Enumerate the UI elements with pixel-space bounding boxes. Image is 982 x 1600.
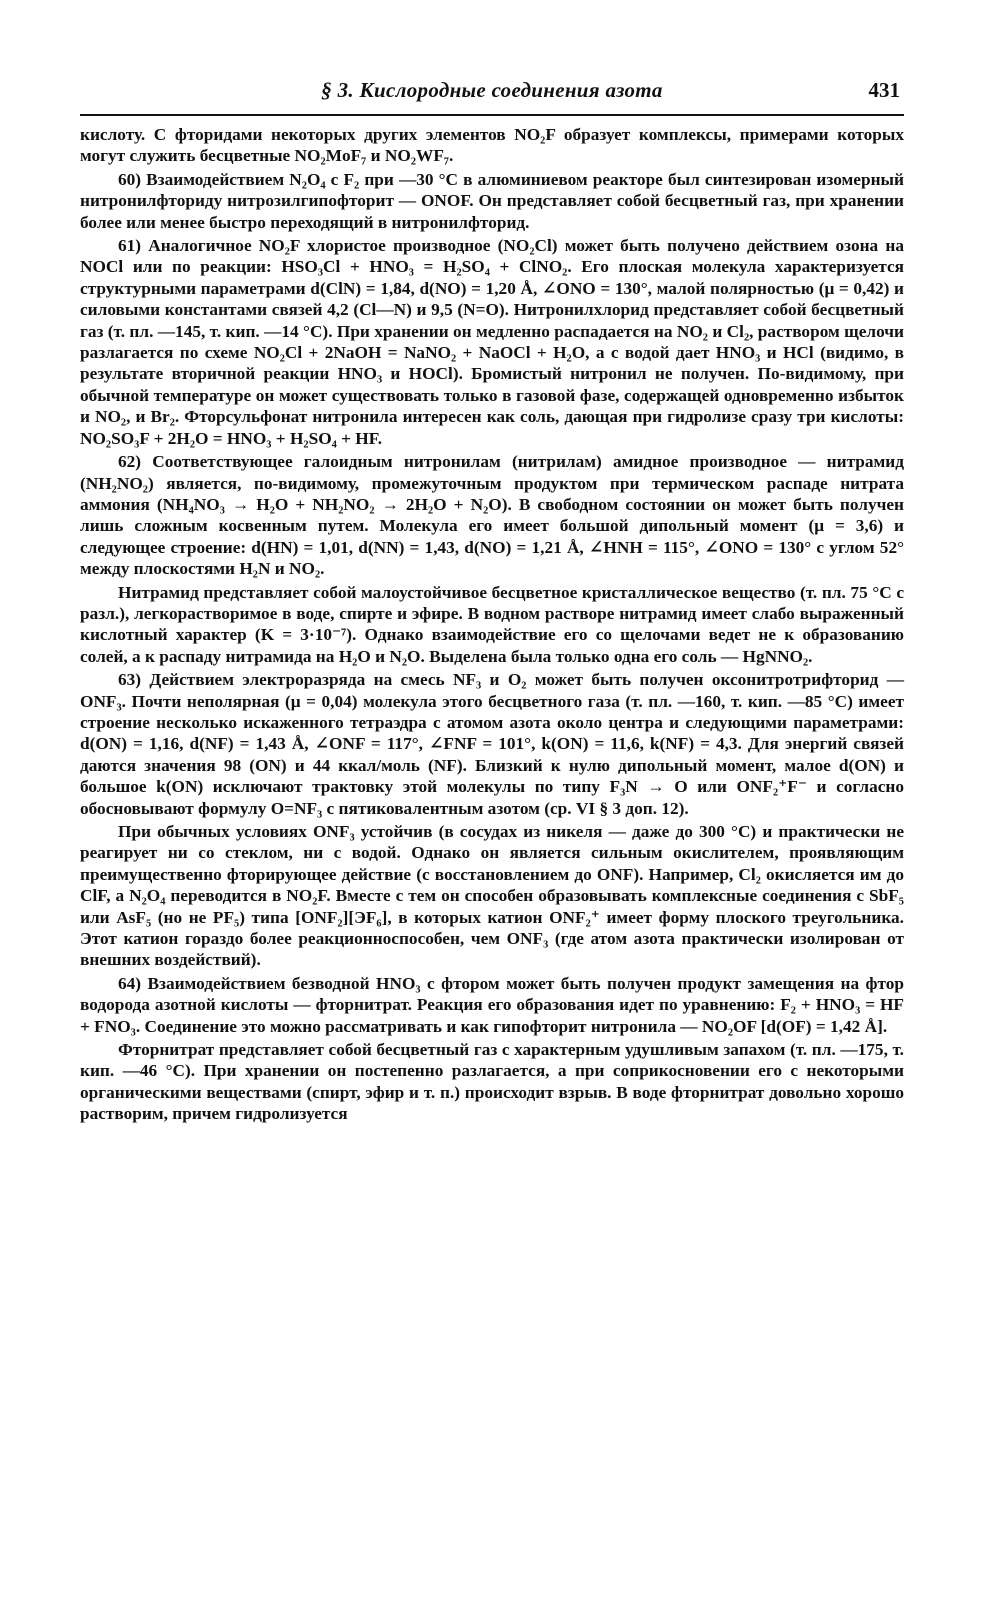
paragraph-note-63: 63) Действием электроразряда на смесь NF₃ и O₂ может быть получен оксонитротрифторид — ONF₃. Почти неполярная (μ = 0,04) молекула этого бесцветного газа (т. пл. —160, т. кип. —85 °С) имеет строение несколько искаженного тетраэдра с атомом азота около центра и следующими параметрами: d(ON) = 1,16, d(NF) = 1,43 Å, ∠ONF = 117°, ∠FNF = 101°, k(ON) = 11,6, k(NF) = 4,3. Для энергий связей даются значения 98 (ON) и 44 ккал/моль (NF). Близкий к нулю дипольный момент, малое d(ON) и большое k(ON) исключают трактовку этой молекулы по типу F₃N → O или ONF₂⁺F⁻ и согласно обосновывают формулу O=NF₃ с пятиковалентным азотом (ср. VI § 3 доп. 12). xyxy=(80,670,904,818)
paragraph-nitramide: Нитрамид представляет собой малоустойчивое бесцветное кристаллическое вещество (т. пл. 75 °С с разл.), легкорастворимое в воде, спирте и эфире. В водном растворе нитрамид имеет слабо выраженный кислотный характер (K = 3·10⁻⁷). Однако взаимодействие его со щелочами ведет не к образованию солей, а к распаду нитрамида на H₂O и N₂O. Выделена была только одна его соль — HgNNO₂. xyxy=(80,582,904,666)
paragraph-note-61: 61) Аналогичное NO₂F хлористое производное (NO₂Cl) может быть получено действием озона на NOCl или по реакции: HSO₃Cl + HNO₃ = H₂SO₄ + ClNO₂. Его плоская молекула характеризуется структурными параметрами d(ClN) = 1,84, d(NO) = 1,20 Å, ∠ONO = 130°, малой полярностью (μ = 0,42) и силовыми константами связей 4,2 (Cl—N) и 9,5 (N=O). Нитронилхлорид представляет собой бесцветный газ (т. пл. —145, т. кип. —14 °С). При хранении он медленно распадается на NO₂ и Cl₂, раствором щелочи разлагается по схеме NO₂Cl + 2NaOH = NaNO₂ + NaOCl + H₂O, а с водой дает HNO₃ и HCl (видимо, в результате вторичной реакции HNO₃ и HOCl). Бромистый нитронил не получен. По-видимому, при обычной температуре он может существовать только в газовой фазе, содержащей одновременно избыток и NO₂, и Br₂. Фторсульфонат нитронила интересен как соль, дающая при гидролизе сразу три кислоты: NO₂SO₃F + 2H₂O = HNO₃ + H₂SO₄ + HF. xyxy=(80,236,904,448)
paragraph-note-64: 64) Взаимодействием безводной HNO₃ с фтором может быть получен продукт замещения на фтор водорода азотной кислоты — фторнитрат. Реакция его образования идет по уравнению: F₂ + HNO₃ = HF + FNO₃. Соединение это можно рассматривать и как гипофторит нитронила — NO₂OF [d(OF) = 1,42 Å]. xyxy=(80,973,904,1036)
page-body xyxy=(80,124,904,1127)
running-title: § 3. Кислородные соединения азота xyxy=(321,78,663,102)
page-header xyxy=(80,74,904,114)
paragraph-fluorine-nitrate: Фторнитрат представляет собой бесцветный газ с характерным удушливым запахом (т. пл. —175, т. кип. —46 °С). При хранении он постепенно разлагается, а при соприкосновении его с некоторыми органическими веществами (спирт, эфир и т. п.) происходит взрыв. В воде фторнитрат довольно хорошо растворим, причем гидролизуется xyxy=(80,1040,904,1124)
paragraph-onf3-properties: При обычных условиях ONF₃ устойчив (в сосудах из никеля — даже до 300 °С) и практически не реагирует ни со стеклом, ни с водой. Однако он является сильным окислителем, проявляющим преимущественно фторирующее действие (с восстановлением до ONF). Например, Cl₂ окисляется им до ClF, а N₂O₄ переводится в NO₂F. Вместе с тем он способен образовывать комплексные соединения с SbF₅ или AsF₅ (но не PF₅) типа [ONF₂][ЭF₆], в которых катион ONF₂⁺ имеет форму плоского треугольника. Этот катион гораздо более реакционноспособен, чем ONF₃ (где атом азота практически изолирован от внешних воздействий). xyxy=(80,822,904,970)
paragraph-note-60: 60) Взаимодействием N₂O₄ с F₂ при —30 °С в алюминиевом реакторе был синтезирован изомерный нитронилфториду нитрозилгипофторит — ONOF. Он представляет собой бесцветный газ, при хранении более или менее быстро переходящий в нитронилфторид. xyxy=(80,169,904,232)
page-number: 431 xyxy=(868,78,900,102)
paragraph-note-62: 62) Соответствующее галоидным нитронилам (нитрилам) амидное производное — нитрамид (NH₂NO₂) является, по-видимому, промежуточным продуктом при термическом распаде нитрата аммония (NH₄NO₃ → H₂O + NH₂NO₂ → 2H₂O + N₂O). В свободном состоянии он может быть получен лишь сложным косвенным путем. Молекула его имеет большой дипольный момент (μ = 3,6) и следующее строение: d(HN) = 1,01, d(NN) = 1,43, d(NO) = 1,21 Å, ∠HNH = 115°, ∠ONO = 130° с углом 52° между плоскостями H₂N и NO₂. xyxy=(80,452,904,579)
paragraph-continuation: кислоту. С фторидами некоторых других элементов NO₂F образует комплексы, примерами которых могут служить бесцветные NO₂MoF₇ и NO₂WF₇. xyxy=(80,125,904,166)
header-rule xyxy=(80,114,904,116)
